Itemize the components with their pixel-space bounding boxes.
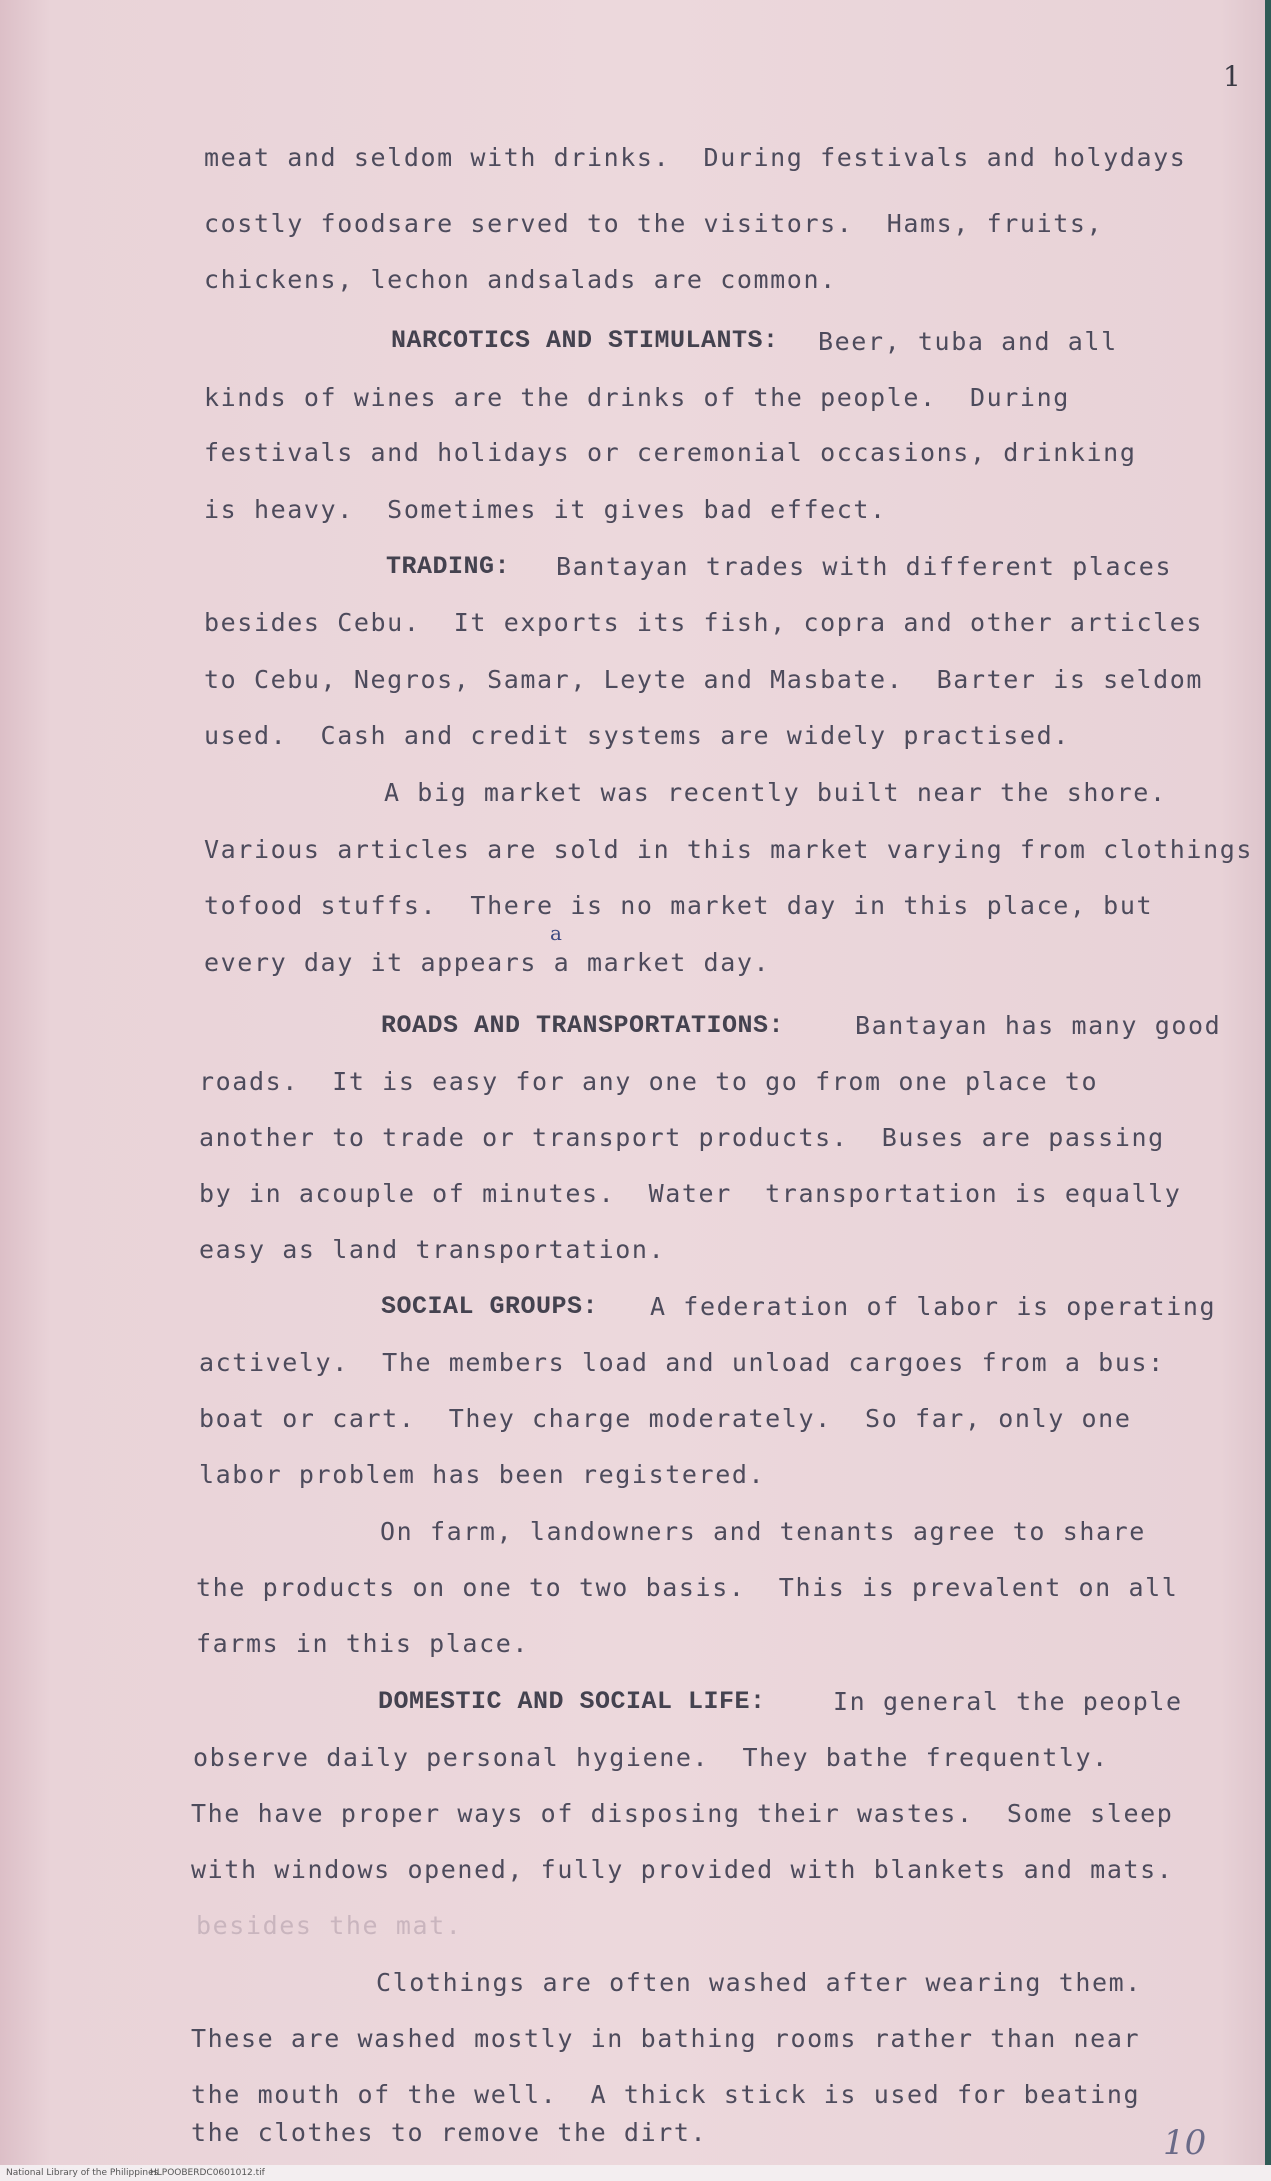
- text-line: with windows opened, fully provided with blankets and mats.: [191, 1855, 1174, 1884]
- text-line: kinds of wines are the drinks of the people. During: [204, 383, 1070, 412]
- section-heading-social-groups: SOCIAL GROUPS:: [381, 1292, 599, 1321]
- text-line: the clothes to remove the dirt.: [191, 2118, 708, 2147]
- text-line: chickens, lechon andsalads are common.: [204, 265, 837, 294]
- section-heading-trading: TRADING:: [386, 552, 511, 581]
- page-edge: [1265, 0, 1271, 2181]
- handwritten-insertion-mark: a: [550, 921, 562, 945]
- text-line: meat and seldom with drinks. During festivals and holydays: [204, 143, 1187, 172]
- handwritten-page-annotation: 10: [1163, 2123, 1207, 2163]
- text-line: A federation of labor is operating: [650, 1292, 1217, 1321]
- text-line: labor problem has been registered.: [199, 1460, 766, 1489]
- text-line: to Cebu, Negros, Samar, Leyte and Masbate. Barter is seldom: [204, 665, 1204, 694]
- text-line: the mouth of the well. A thick stick is used for beating: [191, 2080, 1141, 2109]
- text-line: These are washed mostly in bathing rooms rather than near: [191, 2024, 1141, 2053]
- footer-file-name: HLPOOBERDC0601012.tif: [150, 2168, 265, 2178]
- text-line: festivals and holidays or ceremonial occasions, drinking: [204, 438, 1137, 467]
- text-line: A big market was recently built near the shore.: [384, 778, 1167, 807]
- text-line: farms in this place.: [196, 1629, 530, 1658]
- text-line: used. Cash and credit systems are widely practised.: [204, 721, 1070, 750]
- text-line: tofood stuffs. There is no market day in this place, but: [204, 891, 1154, 920]
- footer-library-name: National Library of the Philippines: [6, 2168, 159, 2178]
- struck-text-line: besides the mat.: [196, 1911, 463, 1940]
- text-line: On farm, landowners and tenants agree to share: [380, 1517, 1146, 1546]
- text-line: the products on one to two basis. This is prevalent on all: [196, 1573, 1179, 1602]
- text-line: every day it appears a market day.: [204, 948, 771, 977]
- text-line: Bantayan trades with different places: [556, 552, 1173, 581]
- section-heading-roads: ROADS AND TRANSPORTATIONS:: [381, 1011, 785, 1040]
- text-line: is heavy. Sometimes it gives bad effect.: [204, 495, 887, 524]
- text-line: another to trade or transport products. Buses are passing: [199, 1123, 1165, 1152]
- text-line: easy as land transportation.: [199, 1235, 666, 1264]
- text-line: roads. It is easy for any one to go from one place to: [199, 1067, 1099, 1096]
- text-line: The have proper ways of disposing their wastes. Some sleep: [191, 1799, 1174, 1828]
- section-heading-domestic: DOMESTIC AND SOCIAL LIFE:: [378, 1687, 766, 1716]
- text-line: In general the people: [833, 1687, 1183, 1716]
- text-line: boat or cart. They charge moderately. So far, only one: [199, 1404, 1132, 1433]
- text-line: observe daily personal hygiene. They bathe frequently.: [193, 1743, 1109, 1772]
- text-line: costly foodsare served to the visitors. Hams, fruits,: [204, 209, 1104, 238]
- text-line: Clothings are often washed after wearing them.: [376, 1968, 1142, 1997]
- text-line: actively. The members load and unload cargoes from a bus:: [199, 1348, 1165, 1377]
- text-line: by in acouple of minutes. Water transportation is equally: [199, 1179, 1182, 1208]
- text-line: Various articles are sold in this market varying from clothings: [204, 835, 1254, 864]
- section-heading-narcotics: NARCOTICS AND STIMULANTS:: [391, 326, 779, 355]
- text-line: Beer, tuba and all: [818, 327, 1118, 356]
- text-line: besides Cebu. It exports its fish, copra and other articles: [204, 608, 1204, 637]
- text-line: Bantayan has many good: [855, 1011, 1222, 1040]
- page-number: 1: [1223, 60, 1241, 93]
